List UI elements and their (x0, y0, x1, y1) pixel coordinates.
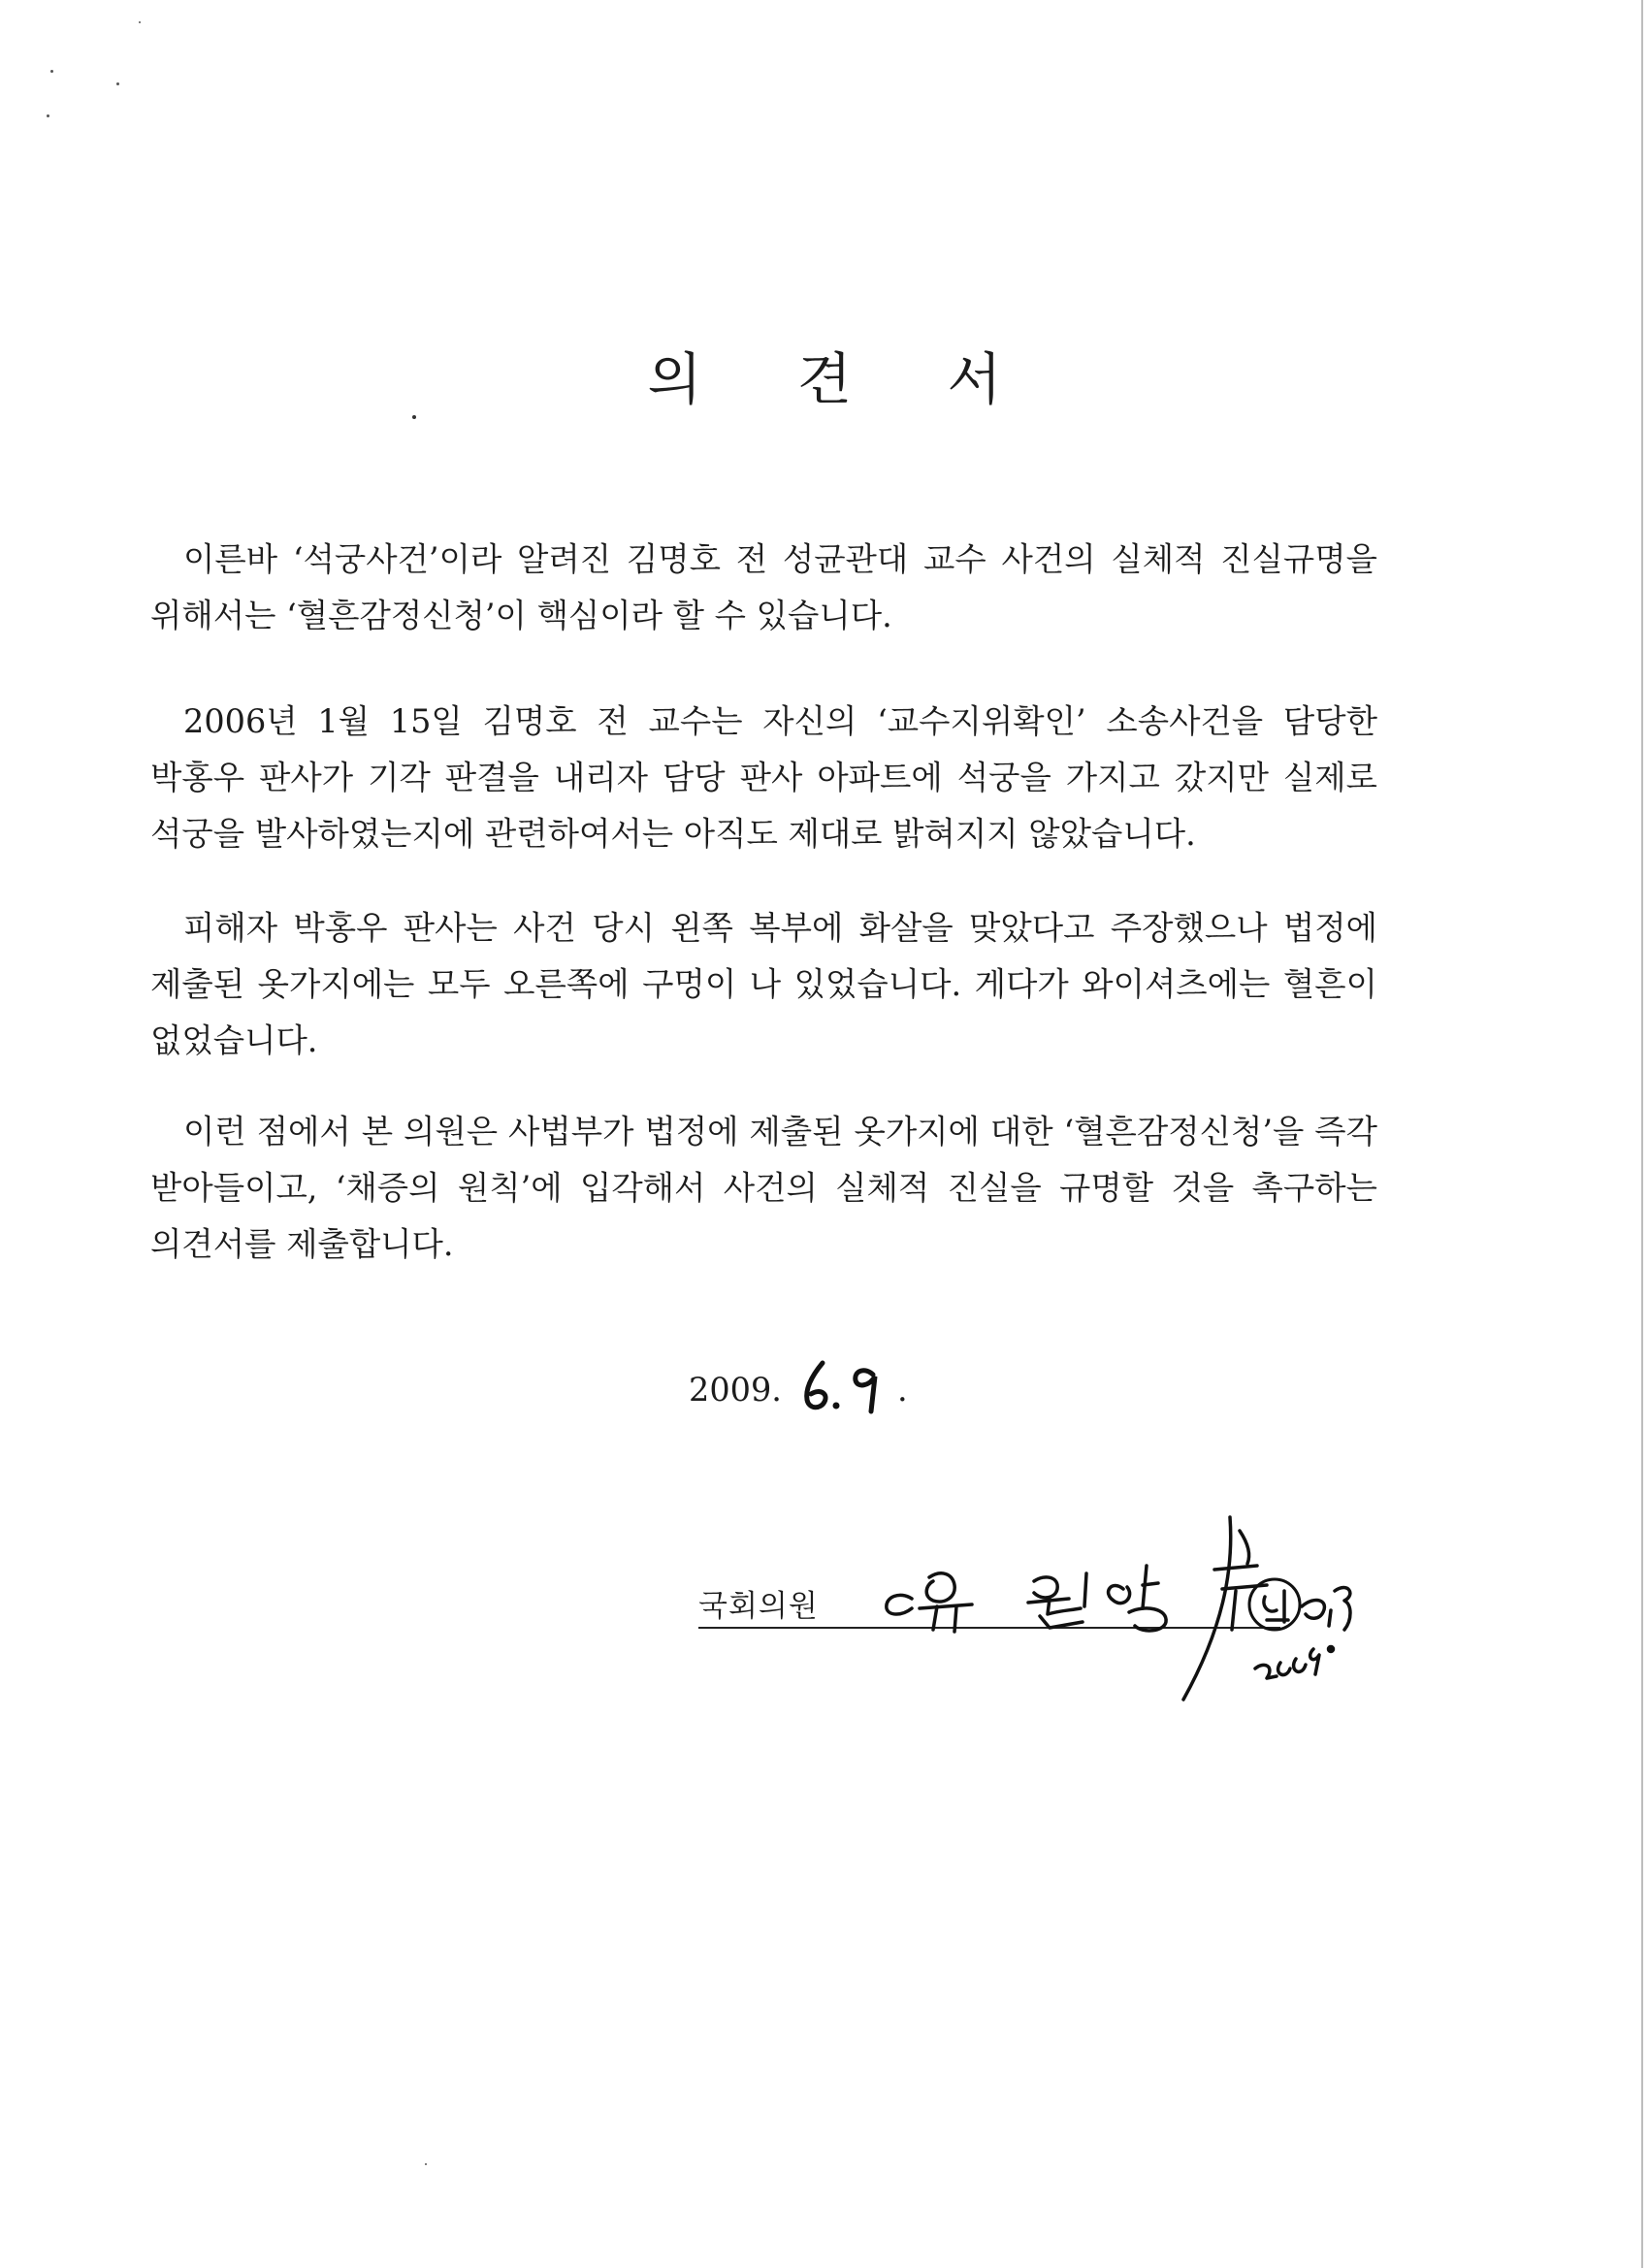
scan-speck (139, 21, 141, 23)
date-handwritten (797, 1353, 894, 1429)
date-year: 2009. (689, 1371, 782, 1409)
signature-stroke (1109, 1586, 1130, 1604)
signature-label: 국회의원 (698, 1589, 819, 1624)
signature-date-note-stroke (1278, 1663, 1290, 1675)
date-trailing-dot: . (897, 1371, 908, 1409)
signature-stroke (1143, 1583, 1158, 1585)
handwritten-date-drawing (797, 1353, 894, 1421)
paragraph-request: 이런 점에서 본 의원은 사법부가 법정에 제출된 옷가지에 대한 ‘혈흔감정신청’을 즉각 받아들이고, ‘채증의 원칙’에 입각해서 사건의 실체적 진실을 규명할 것을 촉구하는 의견서를 제출합니다. (150, 1113, 1377, 1263)
document-date (689, 1353, 999, 1431)
signature-stroke (1084, 1573, 1086, 1606)
signature-stroke (1232, 1591, 1236, 1630)
signature-stroke (1240, 1531, 1249, 1564)
scan-speck (47, 114, 49, 117)
scan-speck (425, 2163, 427, 2165)
signature-date-note-stroke (1255, 1665, 1277, 1678)
paragraph-intro: 이른바 ‘석궁사건’이라 알려진 김명호 전 성균관대 교수 사건의 실체적 진실규명을 위해서는 ‘혈흔감정신청’이 핵심이라 할 수 있습니다. (150, 540, 1377, 634)
signature-stroke (926, 1573, 954, 1602)
paragraph-evidence: 피해자 박홍우 판사는 사건 당시 왼쪽 복부에 화살을 맞았다고 주장했으나 법정에 제출된 옷가지에는 모두 오른쪽에 구멍이 나 있었습니다. 게다가 와이셔츠에는 혈흔이 없었습니다. (150, 909, 1377, 1059)
signature-stroke (1183, 1517, 1231, 1700)
handwritten-digit-nine (856, 1371, 875, 1411)
signature-stroke (1302, 1600, 1324, 1618)
seal-stamp (1249, 1579, 1300, 1630)
scan-speck (412, 415, 416, 419)
signature-stroke (1214, 1566, 1257, 1570)
signature-date-note-stroke (1310, 1649, 1319, 1674)
document-title: 의 견 서 (647, 345, 1041, 412)
scan-speck (116, 82, 119, 85)
signature-stroke (933, 1606, 937, 1630)
paragraph-incident: 2006년 1월 15일 김명호 전 교수는 자신의 ‘교수지위확인’ 소송사건을 담당한 박홍우 판사가 기각 판결을 내리자 담당 판사 아파트에 석궁을 가지고 갔지만 실제로 석궁을 발사하였는지에 관련하여서는 아직도 제대로 밝혀지지 않았습니다. (150, 702, 1377, 853)
signature-date-note-stroke (1294, 1659, 1306, 1671)
signature-date-note-dot (1329, 1647, 1334, 1652)
handwritten-dot (833, 1403, 840, 1409)
signature-stroke (887, 1595, 912, 1614)
signature-stroke (954, 1606, 956, 1632)
handwritten-signature (679, 1484, 1455, 1756)
signature-stroke (920, 1604, 972, 1608)
signature-stroke (1329, 1610, 1331, 1626)
signature-stroke (1264, 1591, 1288, 1622)
handwritten-digit-six (807, 1363, 825, 1408)
signature-stroke (1143, 1566, 1147, 1608)
signature-stroke (1034, 1577, 1057, 1598)
signature-stroke (1129, 1608, 1166, 1631)
signature-stroke (1040, 1616, 1083, 1628)
scan-speck (50, 70, 53, 73)
signature-stroke (1335, 1588, 1350, 1631)
signature-stroke (1222, 1585, 1267, 1589)
signature-block (679, 1484, 1455, 1756)
